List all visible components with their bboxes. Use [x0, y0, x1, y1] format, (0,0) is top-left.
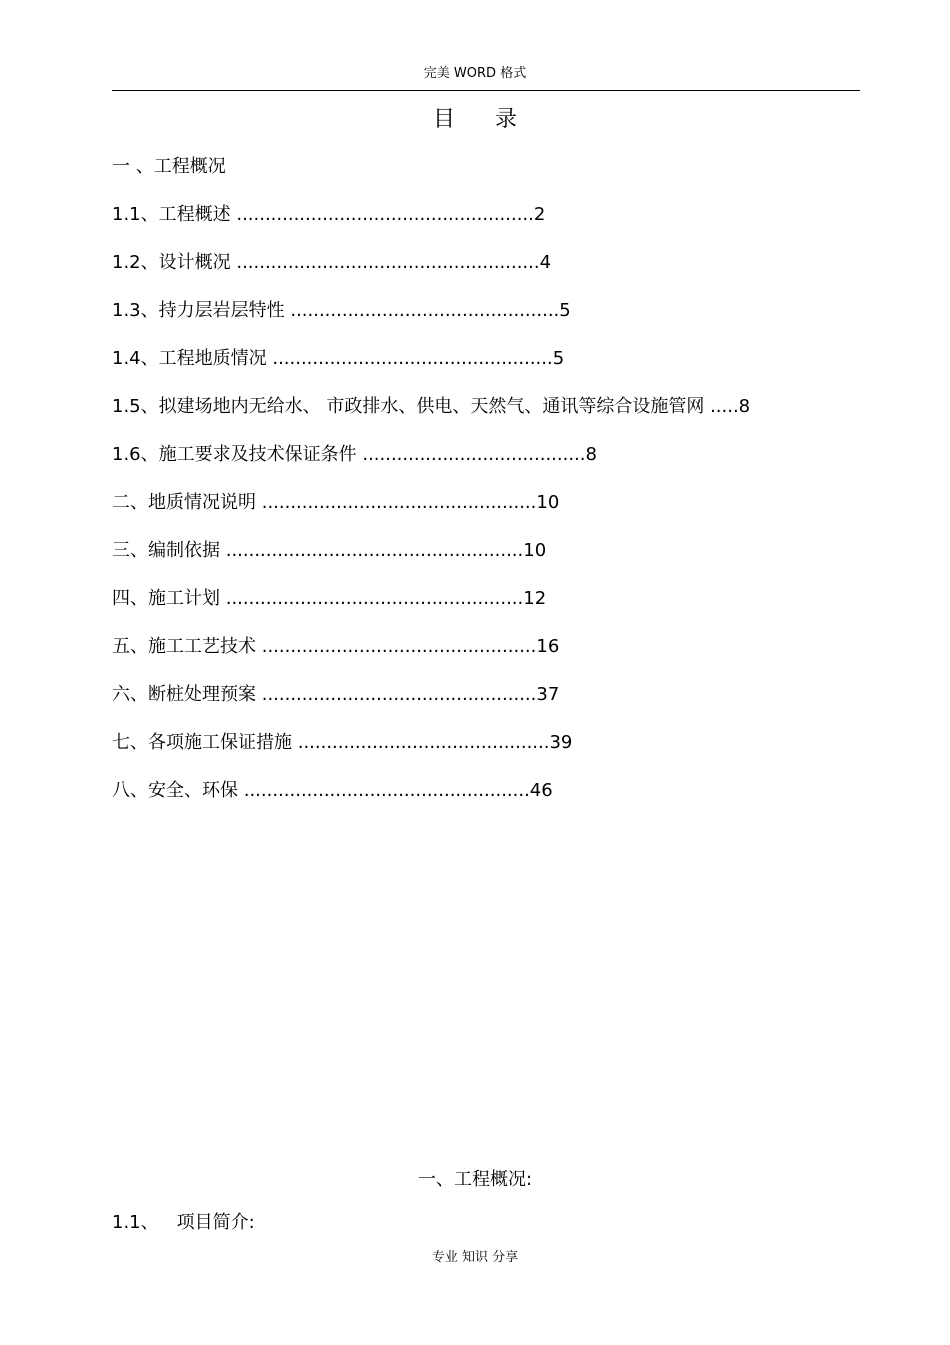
toc-entry-1-5[interactable]: 1.5、拟建场地内无给水、 市政排水、供电、天然气、通讯等综合设施管网 .....8 — [112, 396, 751, 417]
toc-entry-1-6[interactable]: 1.6、施工要求及技术保证条件 .......................................8 — [112, 444, 597, 465]
toc-entry-1-4[interactable]: 1.4、工程地质情况 .................................................5 — [112, 348, 565, 369]
toc-entry-1-1[interactable]: 1.1、工程概述 ....................................................2 — [112, 204, 546, 225]
toc-entry-1-3[interactable]: 1.3、持力层岩层特性 ...............................................5 — [112, 300, 571, 321]
toc-entry-chapter-6[interactable]: 六、断桩处理预案 ................................................37 — [112, 684, 560, 705]
toc-entry-chapter-2[interactable]: 二、地质情况说明 ................................................10 — [112, 492, 560, 513]
toc-entry-chapter-4[interactable]: 四、施工计划 ....................................................12 — [112, 588, 547, 609]
header-divider — [112, 90, 860, 91]
section-heading: 一、工程概况: — [417, 1169, 533, 1190]
page-header: 完美 WORD 格式 — [423, 66, 527, 81]
subsection-title: 项目简介: — [176, 1212, 255, 1233]
subsection-number: 1.1、 — [112, 1212, 159, 1233]
toc-entry-chapter-8[interactable]: 八、安全、环保 ..................................................46 — [112, 780, 553, 801]
toc-title: 目录 — [432, 107, 557, 132]
subsection-heading — [112, 1209, 255, 1237]
toc-entry-chapter-5[interactable]: 五、施工工艺技术 ................................................16 — [112, 636, 560, 657]
toc-entry-chapter-7[interactable]: 七、各项施工保证措施 ............................................39 — [112, 732, 573, 753]
toc-entry-chapter-3[interactable]: 三、编制依据 ....................................................10 — [112, 540, 547, 561]
toc-entry-chapter-1[interactable]: 一 、工程概况 — [112, 156, 226, 177]
toc-entry-1-2[interactable]: 1.2、设计概况 .....................................................4 — [112, 252, 552, 273]
table-of-contents — [112, 150, 872, 822]
page-footer: 专业 知识 分享 — [431, 1250, 519, 1265]
